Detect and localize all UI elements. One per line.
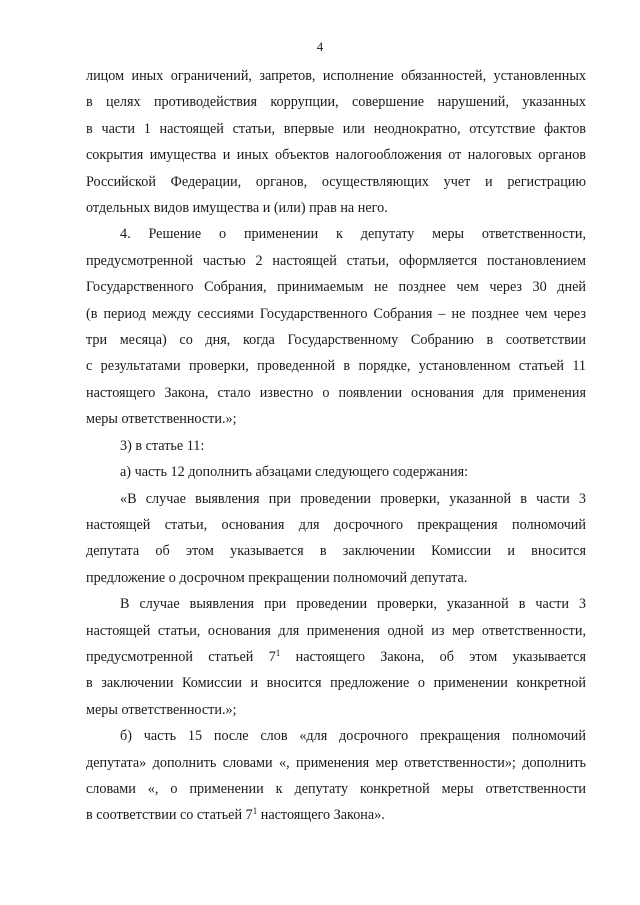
text-line: отдельных видов имущества и (или) прав на него. bbox=[86, 200, 388, 217]
text-line: б) часть 15 после слов «для досрочного прекращения полномочий bbox=[120, 728, 586, 745]
text-line: словами «, о применении к депутату конкретной меры ответственности bbox=[86, 780, 586, 797]
text-line: сокрытия имущества и иных объектов налогообложения от налоговых органов bbox=[86, 147, 586, 164]
text-line: Государственного Собрания, принимаемым не позднее чем через 30 дней bbox=[86, 279, 586, 296]
paragraph-2 bbox=[86, 221, 586, 432]
text-line: депутата об этом указывается в заключении Комиссии и вносится bbox=[86, 543, 586, 560]
text-line: в соответствии со статьей $7^1$ настоящего Закона». bbox=[86, 806, 385, 824]
text-line: «В случае выявления при проведении проверки, указанной в части 3 bbox=[120, 490, 586, 507]
text-line: в целях противодействия коррупции, совершение нарушений, указанных bbox=[86, 94, 586, 111]
page-number: 4 bbox=[316, 39, 324, 54]
text-line: лицом иных ограничений, запретов, исполнение обязанностей, установленных bbox=[86, 68, 586, 84]
paragraph-6 bbox=[86, 591, 586, 723]
text-line: меры ответственности.»; bbox=[86, 411, 237, 428]
text-line: предусмотренной статьей $7^1$ настоящего Закона, об этом указывается bbox=[86, 647, 586, 665]
paragraph-7 bbox=[86, 723, 586, 829]
text-line: (в период между сессиями Государственного Собрания – не позднее чем через bbox=[86, 305, 586, 322]
text-line: Российской Федерации, органов, осуществляющих учет и регистрацию bbox=[86, 173, 586, 190]
text-line: депутата» дополнить словами «, применения мер ответственности»; дополнить bbox=[86, 754, 586, 771]
text-line: в заключении Комиссии и вносится предложение о применении конкретной bbox=[86, 675, 586, 692]
paragraph-5 bbox=[86, 486, 586, 592]
text-line: меры ответственности.»; bbox=[86, 701, 237, 718]
text-line: 3) в статье 11: bbox=[120, 437, 205, 454]
paragraph-4 bbox=[86, 459, 586, 485]
paragraph-1 bbox=[86, 63, 586, 221]
text-line: в части 1 настоящей статьи, впервые или неоднократно, отсутствие фактов bbox=[86, 120, 586, 137]
text-line: три месяца) со дня, когда Государственному Собранию в соответствии bbox=[86, 332, 586, 349]
paragraph-3 bbox=[86, 433, 586, 459]
text-line: а) часть 12 дополнить абзацами следующего содержания: bbox=[120, 464, 469, 481]
text-line: 4. Решение о применении к депутату меры ответственности, bbox=[120, 226, 586, 243]
text-line: В случае выявления при проведении проверки, указанной в части 3 bbox=[120, 596, 586, 613]
text-line: предложение о досрочном прекращении полномочий депутата. bbox=[86, 569, 468, 586]
document-body bbox=[86, 63, 586, 829]
text-line: настоящей статьи, основания для досрочного прекращения полномочий bbox=[86, 516, 586, 533]
text-line: настоящего Закона, стало известно о появлении основания для применения bbox=[86, 384, 586, 401]
text-line: с результатами проверки, проведенной в порядке, установленном статьей 11 bbox=[86, 358, 586, 375]
text-line: предусмотренной частью 2 настоящей статьи, оформляется постановлением bbox=[86, 252, 586, 269]
text-line: настоящей статьи, основания для применения одной из мер ответственности, bbox=[86, 622, 586, 639]
